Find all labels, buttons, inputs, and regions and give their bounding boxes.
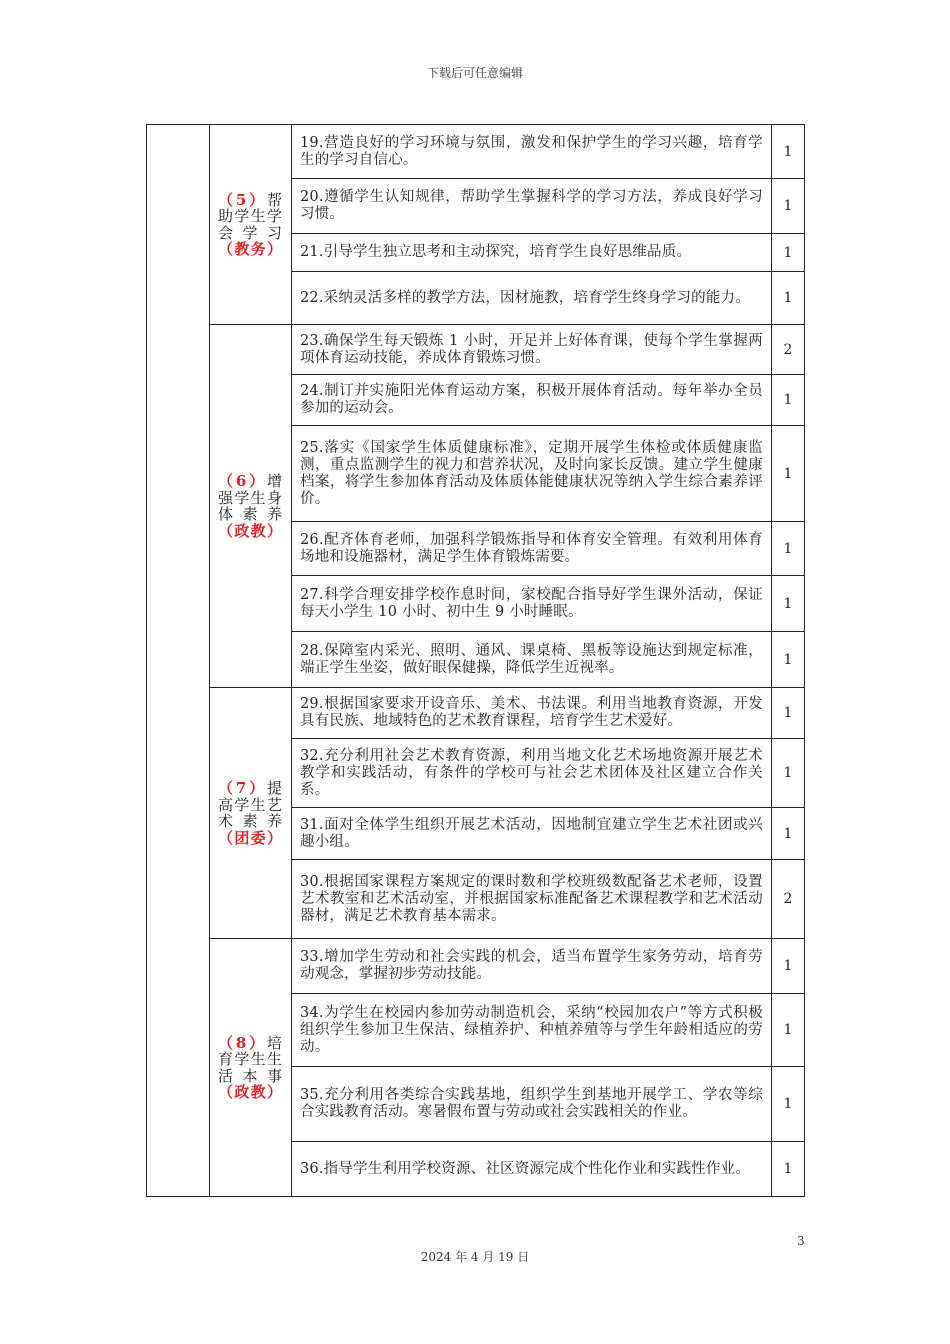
item-text: 28.保障室内采光、照明、通风、课桌椅、黑板等设施达到规定标准，端正学生坐姿，做好眼保健操，降低学生近视率。: [292, 632, 772, 688]
category-title: 增强学生身体素养: [218, 472, 283, 523]
category-number: （8）: [218, 1033, 267, 1052]
item-text: 30.根据国家课程方案规定的课时数和学校班级数配备艺术老师，设置艺术教室和艺术活动室，并根据国家标准配备艺术课程教学和艺术活动器材，满足艺术教育基本需求。: [292, 860, 772, 939]
item-text: 23.确保学生每天锻炼 1 小时，开足并上好体育课，使每个学生掌握两项体育运动技能，养成体育锻炼习惯。: [292, 325, 772, 375]
category-dept: （政教）: [218, 1083, 283, 1101]
item-score: 2: [772, 860, 805, 939]
item-text: 26.配齐体育老师，加强科学锻炼指导和体育安全管理。有效利用体育场地和设施器材，满足学生体育锻炼需要。: [292, 522, 772, 576]
category-title: 培育学生生活本事: [218, 1033, 283, 1085]
category-cell-8: [210, 939, 292, 1197]
category-title: 提高学生艺术素养: [218, 779, 283, 830]
item-score: 1: [772, 522, 805, 576]
item-score: 1: [772, 739, 805, 808]
footer-date: 2024 年 4 月 19 日: [420, 1250, 530, 1264]
table-row: [147, 325, 805, 375]
item-text: 22.采纳灵活多样的教学方法，因材施教，培育学生终身学习的能力。: [292, 272, 772, 325]
category-number: （6）: [218, 472, 267, 490]
table-row: [147, 939, 805, 994]
table-row: [147, 125, 805, 179]
item-text: 20.遵循学生认知规律，帮助学生掌握科学的学习方法，养成良好学习习惯。: [292, 179, 772, 234]
item-score: 1: [772, 375, 805, 426]
table-row: [147, 688, 805, 739]
category-number: （7）: [218, 779, 267, 797]
category-dept: （政教）: [218, 521, 283, 540]
item-score: 1: [772, 1067, 805, 1142]
item-text: 35.充分利用各类综合实践基地，组织学生到基地开展学工、学农等综合实践教育活动。寒暑假布置与劳动或社会实践相关的作业。: [292, 1067, 772, 1142]
outer-category-cell: [147, 125, 210, 1197]
item-text: 25.落实《国家学生体质健康标准》，定期开展学生体检或体质健康监测，重点监测学生的视力和营养状况，及时向家长反馈。建立学生健康档案，将学生参加体育活动及体质体能健康状况等纳入学生综合素养评价。: [292, 426, 772, 522]
category-cell-7: [210, 688, 292, 939]
category-dept: （团委）: [218, 828, 283, 847]
item-score: 1: [772, 808, 805, 860]
item-score: 2: [772, 325, 805, 375]
item-text: 19.营造良好的学习环境与氛围，激发和保护学生的学习兴趣，培育学生的学习自信心。: [292, 125, 772, 179]
evaluation-table: [146, 124, 805, 1197]
item-text: 27.科学合理安排学校作息时间，家校配合指导好学生课外活动，保证每天小学生 10 小时、初中生 9 小时睡眠。: [292, 576, 772, 632]
category-number: （5）: [218, 190, 267, 209]
category-cell-6: [210, 325, 292, 688]
item-score: 1: [772, 272, 805, 325]
item-text: 34.为学生在校园内参加劳动制造机会，采纳“校园加农户”等方式积极组织学生参加卫生保洁、绿植养护、种植养殖等与学生年龄相适应的劳动。: [292, 994, 772, 1067]
item-score: 1: [772, 125, 805, 179]
item-text: 21.引导学生独立思考和主动探究，培育学生良好思维品质。: [292, 234, 772, 272]
item-text: 33.增加学生劳动和社会实践的机会，适当布置学生家务劳动，培育劳动观念，掌握初步劳动技能。: [292, 939, 772, 994]
item-text: 29.根据国家要求开设音乐、美术、书法课。利用当地教育资源，开发具有民族、地域特色的艺术教育课程，培育学生艺术爱好。: [292, 688, 772, 739]
item-text: 31.面对全体学生组织开展艺术活动，因地制宜建立学生艺术社团或兴趣小组。: [292, 808, 772, 860]
item-score: 1: [772, 234, 805, 272]
category-dept: （教务）: [218, 240, 283, 258]
item-score: 1: [772, 632, 805, 688]
page-header: 下载后可任意编辑: [426, 66, 523, 80]
item-text: 32.充分利用社会艺术教育资源，利用当地文化艺术场地资源开展艺术教学和实践活动，有条件的学校可与社会艺术团体及社区建立合作关系。: [292, 739, 772, 808]
item-score: 1: [772, 939, 805, 994]
item-score: 1: [772, 179, 805, 234]
category-title: 帮助学生学会学习: [218, 190, 283, 242]
item-score: 1: [772, 1142, 805, 1197]
item-score: 1: [772, 426, 805, 522]
item-score: 1: [772, 576, 805, 632]
item-score: 1: [772, 994, 805, 1067]
page-number: 3: [797, 1234, 805, 1248]
category-cell-5: [210, 125, 292, 325]
item-text: 36.指导学生利用学校资源、社区资源完成个性化作业和实践性作业。: [292, 1142, 772, 1197]
item-text: 24.制订并实施阳光体育运动方案，积极开展体育活动。每年举办全员参加的运动会。: [292, 375, 772, 426]
item-score: 1: [772, 688, 805, 739]
